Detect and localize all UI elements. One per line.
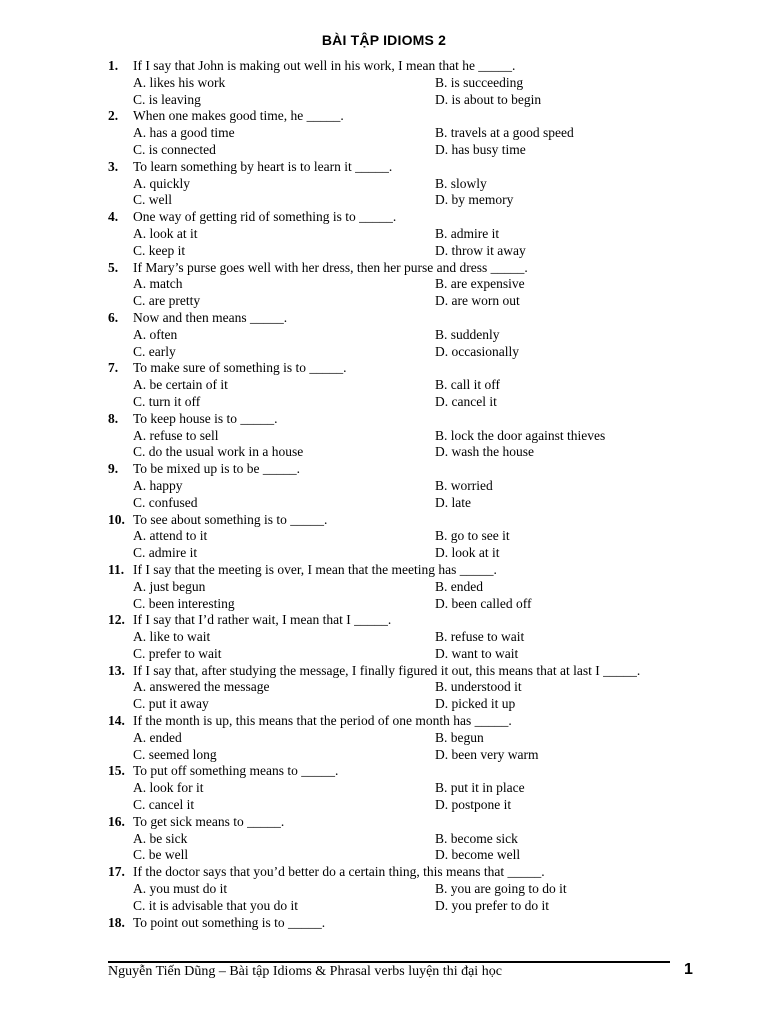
question-number: 3. xyxy=(108,158,119,174)
option-d: D. late xyxy=(435,494,471,510)
option-b: B. begun xyxy=(435,729,484,745)
question-item xyxy=(108,814,688,864)
option-row xyxy=(108,176,688,193)
option-row xyxy=(108,394,688,411)
option-row xyxy=(108,831,688,848)
question-stem: To keep house is to _____. xyxy=(133,410,278,426)
question-item xyxy=(108,763,688,813)
option-row xyxy=(108,646,688,663)
question-number: 2. xyxy=(108,108,119,124)
option-b: B. lock the door against thieves xyxy=(435,427,606,443)
question-number: 4. xyxy=(108,209,119,225)
question-stem-line xyxy=(108,411,688,428)
option-a: A. match xyxy=(133,276,183,292)
question-stem-line xyxy=(108,58,688,75)
option-d: D. wash the house xyxy=(435,444,534,460)
option-b: B. call it off xyxy=(435,377,500,393)
question-stem: If I say that, after studying the message, I finally figured it out, this means that at last I _____. xyxy=(133,662,641,678)
question-number: 13. xyxy=(108,662,125,678)
question-stem-line xyxy=(108,763,688,780)
option-b: B. become sick xyxy=(435,830,518,846)
question-number: 11. xyxy=(108,561,125,577)
option-b: B. worried xyxy=(435,477,493,493)
option-d: D. want to wait xyxy=(435,645,519,661)
question-stem: If the month is up, this means that the period of one month has _____. xyxy=(133,713,512,729)
option-row xyxy=(108,243,688,260)
question-item xyxy=(108,108,688,158)
question-stem: To get sick means to _____. xyxy=(133,813,285,829)
option-row xyxy=(108,192,688,209)
option-c: C. been interesting xyxy=(133,595,235,611)
option-a: A. you must do it xyxy=(133,881,228,897)
option-c: C. are pretty xyxy=(133,293,201,309)
option-row xyxy=(108,579,688,596)
option-c: C. cancel it xyxy=(133,797,195,813)
question-number: 5. xyxy=(108,259,119,275)
question-number: 15. xyxy=(108,763,125,779)
question-stem-line xyxy=(108,512,688,529)
question-item xyxy=(108,209,688,259)
option-row xyxy=(108,898,688,915)
option-c: C. early xyxy=(133,343,176,359)
option-a: A. be certain of it xyxy=(133,377,228,393)
question-item xyxy=(108,612,688,662)
question-stem: If I say that John is making out well in his work, I mean that he _____. xyxy=(133,58,516,73)
option-row xyxy=(108,780,688,797)
option-a: A. just begun xyxy=(133,578,206,594)
question-stem-line xyxy=(108,461,688,478)
question-stem: To point out something is to _____. xyxy=(133,914,326,930)
page-number: 1 xyxy=(684,961,693,978)
question-stem-line xyxy=(108,612,688,629)
question-item xyxy=(108,713,688,763)
question-stem-line xyxy=(108,209,688,226)
option-d: D. been very warm xyxy=(435,746,539,762)
option-a: A. happy xyxy=(133,477,183,493)
option-row xyxy=(108,847,688,864)
question-item xyxy=(108,864,688,914)
question-item xyxy=(108,915,688,932)
question-item xyxy=(108,512,688,562)
option-a: A. answered the message xyxy=(133,679,270,695)
option-b: B. admire it xyxy=(435,225,500,241)
option-d: D. occasionally xyxy=(435,343,519,359)
question-number: 12. xyxy=(108,612,125,628)
question-stem-line xyxy=(108,260,688,277)
footer-text: Nguyễn Tiến Dũng – Bài tập Idioms & Phrasal verbs luyện thi đại học xyxy=(108,964,502,979)
option-d: D. has busy time xyxy=(435,141,526,157)
option-d: D. become well xyxy=(435,847,521,863)
question-number: 14. xyxy=(108,713,125,729)
option-b: B. travels at a good speed xyxy=(435,125,574,141)
option-a: A. be sick xyxy=(133,830,188,846)
option-c: C. it is advisable that you do it xyxy=(133,897,298,913)
question-stem-line xyxy=(108,864,688,881)
question-item xyxy=(108,663,688,713)
option-row xyxy=(108,226,688,243)
option-c: C. well xyxy=(133,192,172,208)
option-row xyxy=(108,495,688,512)
option-row xyxy=(108,478,688,495)
option-d: D. you prefer to do it xyxy=(435,897,549,913)
option-a: A. look for it xyxy=(133,780,204,796)
question-item xyxy=(108,58,688,108)
question-number: 18. xyxy=(108,914,125,930)
question-stem-line xyxy=(108,915,688,932)
option-d: D. picked it up xyxy=(435,696,516,712)
option-a: A. often xyxy=(133,326,178,342)
question-stem-line xyxy=(108,713,688,730)
option-a: A. look at it xyxy=(133,225,198,241)
question-number: 17. xyxy=(108,864,125,880)
question-item xyxy=(108,360,688,410)
question-stem: To be mixed up is to be _____. xyxy=(133,461,301,477)
option-d: D. is about to begin xyxy=(435,91,542,107)
question-number: 16. xyxy=(108,813,125,829)
question-stem: To see about something is to _____. xyxy=(133,511,328,527)
option-d: D. throw it away xyxy=(435,242,526,258)
page-title: BÀI TẬP IDIOMS 2 xyxy=(321,32,447,48)
option-a: A. like to wait xyxy=(133,629,211,645)
option-c: C. seemed long xyxy=(133,746,217,762)
option-row xyxy=(108,125,688,142)
question-stem-line xyxy=(108,310,688,327)
question-stem: If Mary’s purse goes well with her dress, then her purse and dress _____. xyxy=(133,259,528,275)
option-a: A. has a good time xyxy=(133,125,235,141)
option-a: A. ended xyxy=(133,729,182,745)
question-stem-line xyxy=(108,159,688,176)
question-stem: To make sure of something is to _____. xyxy=(133,360,347,376)
option-row xyxy=(108,344,688,361)
option-row xyxy=(108,747,688,764)
option-c: C. prefer to wait xyxy=(133,645,222,661)
footer-divider xyxy=(108,961,670,963)
option-b: B. are expensive xyxy=(435,276,525,292)
option-row xyxy=(108,730,688,747)
question-stem: To learn something by heart is to learn it _____. xyxy=(133,158,393,174)
option-d: D. look at it xyxy=(435,545,500,561)
question-list xyxy=(108,58,688,931)
question-number: 10. xyxy=(108,511,125,527)
option-d: D. by memory xyxy=(435,192,514,208)
option-row xyxy=(108,327,688,344)
option-b: B. slowly xyxy=(435,175,487,191)
question-stem: When one makes good time, he _____. xyxy=(133,108,344,124)
option-b: B. understood it xyxy=(435,679,522,695)
option-row xyxy=(108,596,688,613)
option-c: C. admire it xyxy=(133,545,198,561)
option-d: D. postpone it xyxy=(435,797,512,813)
question-number: 1. xyxy=(108,58,119,73)
question-number: 6. xyxy=(108,309,119,325)
question-stem-line xyxy=(108,663,688,680)
question-number: 9. xyxy=(108,461,119,477)
question-item xyxy=(108,411,688,461)
option-c: C. do the usual work in a house xyxy=(133,444,304,460)
question-number: 7. xyxy=(108,360,119,376)
option-a: A. attend to it xyxy=(133,528,208,544)
question-stem-line xyxy=(108,360,688,377)
question-item xyxy=(108,310,688,360)
question-item xyxy=(108,260,688,310)
option-c: C. is leaving xyxy=(133,91,201,107)
option-row xyxy=(108,696,688,713)
option-b: B. refuse to wait xyxy=(435,629,525,645)
question-stem: One way of getting rid of something is to _____. xyxy=(133,209,397,225)
option-row xyxy=(108,377,688,394)
option-b: B. suddenly xyxy=(435,326,500,342)
option-row xyxy=(108,444,688,461)
question-stem: If the doctor says that you’d better do a certain thing, this means that _____. xyxy=(133,864,545,880)
option-b: B. put it in place xyxy=(435,780,525,796)
option-b: B. is succeeding xyxy=(435,74,524,90)
question-item xyxy=(108,562,688,612)
option-a: A. refuse to sell xyxy=(133,427,219,443)
option-row xyxy=(108,276,688,293)
question-stem: If I say that I’d rather wait, I mean that I _____. xyxy=(133,612,392,628)
option-c: C. keep it xyxy=(133,242,186,258)
question-stem-line xyxy=(108,562,688,579)
option-row xyxy=(108,92,688,109)
option-b: B. ended xyxy=(435,578,483,594)
question-stem-line xyxy=(108,108,688,125)
question-number: 8. xyxy=(108,410,119,426)
option-row xyxy=(108,797,688,814)
option-d: D. are worn out xyxy=(435,293,520,309)
option-row xyxy=(108,142,688,159)
question-stem-line xyxy=(108,814,688,831)
option-row xyxy=(108,293,688,310)
question-stem: Now and then means _____. xyxy=(133,309,288,325)
option-row xyxy=(108,881,688,898)
option-row xyxy=(108,629,688,646)
option-row xyxy=(108,679,688,696)
option-a: A. likes his work xyxy=(133,74,226,90)
question-item xyxy=(108,461,688,511)
option-b: B. go to see it xyxy=(435,528,510,544)
question-stem: If I say that the meeting is over, I mean that the meeting has _____. xyxy=(133,561,497,577)
option-d: D. cancel it xyxy=(435,393,497,409)
option-c: C. is connected xyxy=(133,141,216,157)
option-d: D. been called off xyxy=(435,595,532,611)
option-row xyxy=(108,528,688,545)
option-c: C. confused xyxy=(133,494,198,510)
option-row xyxy=(108,545,688,562)
option-c: C. put it away xyxy=(133,696,209,712)
option-c: C. be well xyxy=(133,847,189,863)
question-stem: To put off something means to _____. xyxy=(133,763,339,779)
option-b: B. you are going to do it xyxy=(435,881,567,897)
option-row xyxy=(108,75,688,92)
option-row xyxy=(108,428,688,445)
option-c: C. turn it off xyxy=(133,393,201,409)
option-a: A. quickly xyxy=(133,175,190,191)
question-item xyxy=(108,159,688,209)
